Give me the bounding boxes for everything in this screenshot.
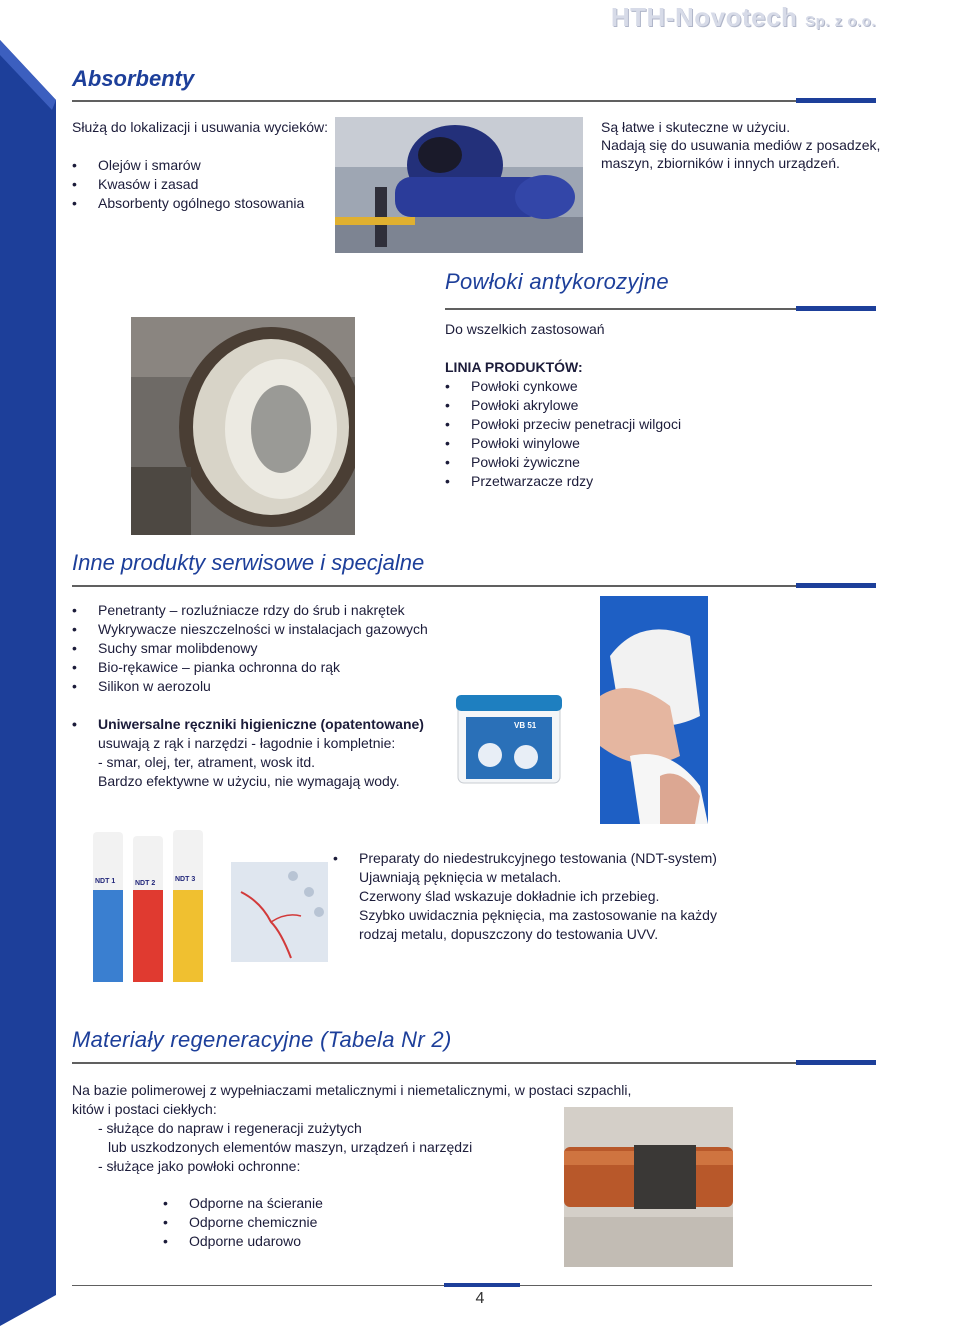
footer-rule-accent <box>444 1283 520 1287</box>
list-item: • Powłoki cynkowe <box>445 377 681 396</box>
inne-list <box>72 601 428 696</box>
materialy-rule-accent <box>796 1060 876 1065</box>
ndt-line: Czerwony ślad wskazuje dokładnie ich przebieg. <box>359 888 660 904</box>
list-item: • Powłoki przeciw penetracji wilgoci <box>445 415 681 434</box>
list-item: • Powłoki żywiczne <box>445 453 681 472</box>
towel-bucket-photo <box>456 695 562 785</box>
side-line: Są łatwe i skuteczne w użyciu. <box>601 119 791 135</box>
list-item: • Powłoki akrylowe <box>445 396 681 415</box>
list-item: • Bio-rękawice – pianka ochronna do rąk <box>72 658 428 677</box>
dash-line: - służące do napraw i regeneracji zużytych <box>98 1120 362 1136</box>
list-item: • Wykrywacze nieszczelności w instalacjach gazowych <box>72 620 428 639</box>
towels-block <box>72 715 424 791</box>
hands-towel-photo <box>600 596 708 824</box>
company-logo: HTH-Novotech Sp. z o.o. <box>610 2 876 32</box>
side-line: maszyn, zbiorników i innych urządzeń. <box>601 155 840 171</box>
powloki-intro: Do wszelkich zastosowań <box>445 321 605 337</box>
page-number: 4 <box>475 1290 485 1307</box>
towels-line: Bardzo efektywne w użyciu, nie wymagają wody. <box>98 773 400 789</box>
list-item: • Absorbenty ogólnego stosowania <box>72 194 304 213</box>
powloki-rule-accent <box>796 306 876 311</box>
list-item: • Odporne na ścieranie <box>163 1194 323 1213</box>
towels-line: usuwają z rąk i narzędzi - łagodnie i kompletnie: <box>98 735 396 751</box>
absorbenty-title: Absorbenty <box>72 66 195 91</box>
list-item: • Olejów i smarów <box>72 156 304 175</box>
list-item: • Przetwarzacze rdzy <box>445 472 681 491</box>
side-line: Nadają się do usuwania mediów z posadzek, <box>601 137 881 153</box>
absorbenty-list <box>72 156 304 213</box>
intro-line: Na bazie polimerowej z wypełniaczami metalicznymi i niemetalicznymi, w postaci szpachli, <box>72 1082 632 1098</box>
coated-pipe-photo <box>131 317 355 535</box>
materialy-rule <box>72 1062 872 1064</box>
ndt-block <box>333 849 717 944</box>
list-item: • Odporne udarowo <box>163 1232 323 1251</box>
dash-line: lub uszkodzonych elementów maszyn, urządzeń i narzędzi <box>108 1139 473 1155</box>
ndt-line: rodzaj metalu, dopuszczony do testowania UVV. <box>359 926 659 942</box>
intro-line: kitów i postaci ciekłych: <box>72 1101 217 1117</box>
inne-rule <box>72 585 872 587</box>
can-label: NDT 3 <box>175 876 196 883</box>
absorbenty-intro: Służą do lokalizacji i usuwania wycieków: <box>72 119 329 135</box>
ndt-cans-photo <box>87 830 215 988</box>
inne-title: Inne produkty serwisowe i specjalne <box>72 550 425 575</box>
crack-test-photo <box>231 862 328 962</box>
dash-line: - służące jako powłoki ochronne: <box>98 1158 301 1174</box>
powloki-title: Powłoki antykorozyjne <box>445 269 669 294</box>
list-item: • Kwasów i zasad <box>72 175 304 194</box>
list-item: • Odporne chemicznie <box>163 1213 323 1232</box>
can-label: NDT 1 <box>95 878 116 885</box>
list-item: • Suchy smar molibdenowy <box>72 639 428 658</box>
materialy-intro <box>72 1081 631 1119</box>
powloki-line-header: LINIA PRODUKTÓW: <box>445 359 583 375</box>
ndt-line: Szybko uwidacznia pęknięcia, ma zastosowanie na każdy <box>359 907 717 923</box>
absorbenty-rule-accent <box>796 98 876 103</box>
powloki-list <box>445 377 681 491</box>
towels-title: • Uniwersalne ręczniki higieniczne (opatentowane) <box>72 715 424 734</box>
list-item: • Silikon w aerozolu <box>72 677 428 696</box>
absorbenty-side-text <box>601 118 880 172</box>
repaired-pipe-photo <box>564 1107 733 1267</box>
materialy-title: Materiały regeneracyjne (Tabela Nr 2) <box>72 1027 452 1052</box>
inne-rule-accent <box>796 583 876 588</box>
list-item: • Penetranty – rozluźniacze rdzy do śrub i nakrętek <box>72 601 428 620</box>
absorbent-machine-photo <box>335 117 583 253</box>
ndt-line: Ujawniają pęknięcia w metalach. <box>359 869 562 885</box>
ndt-line: • Preparaty do niedestrukcyjnego testowania (NDT-system) <box>333 849 717 868</box>
materialy-dash-lines <box>98 1119 472 1176</box>
towels-line: - smar, olej, ter, atrament, wosk itd. <box>98 754 316 770</box>
bucket-label: VB 51 <box>514 721 537 730</box>
list-item: • Powłoki winylowe <box>445 434 681 453</box>
can-label: NDT 2 <box>135 880 156 887</box>
absorbenty-rule <box>72 100 872 102</box>
materialy-list <box>163 1194 323 1251</box>
